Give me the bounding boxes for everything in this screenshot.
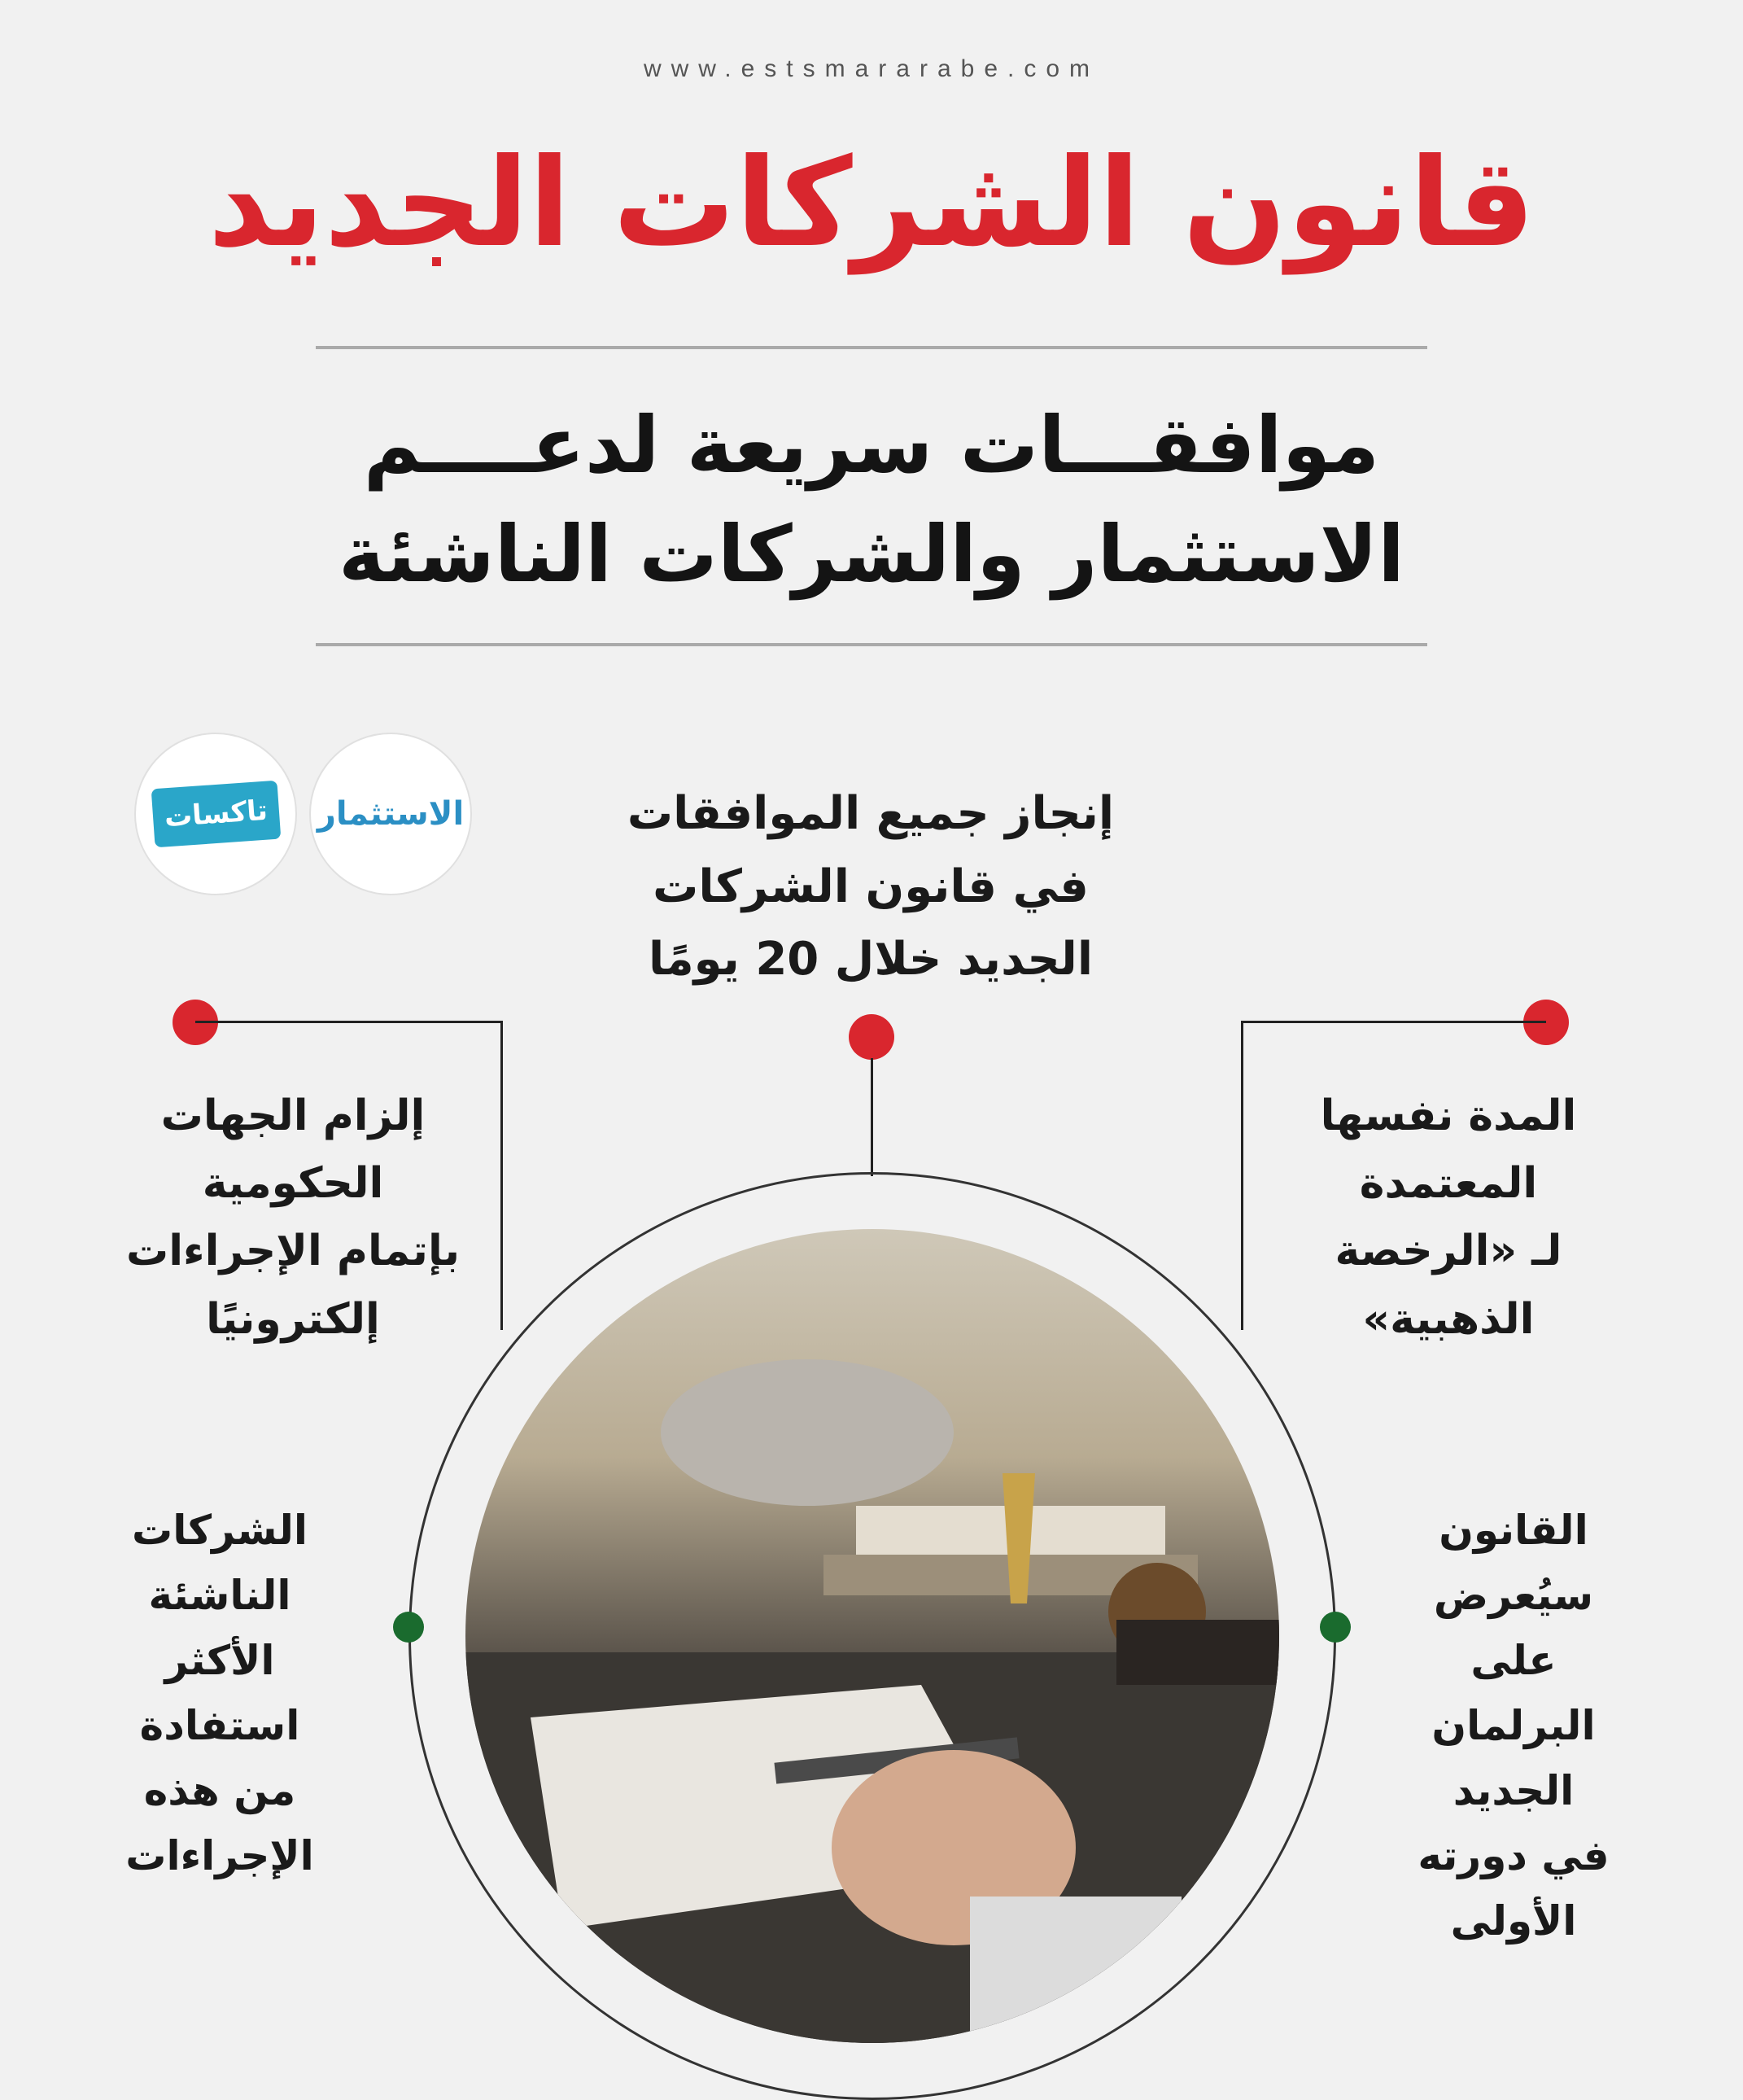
subtitle-line-2: الاستثمار والشركات الناشئة bbox=[338, 509, 1405, 601]
point-center-top bbox=[561, 777, 1180, 996]
right-green-dot bbox=[1320, 1612, 1351, 1643]
lawyer-desk-photo bbox=[465, 1229, 1279, 2043]
website-url: www.estsmararabe.com bbox=[643, 55, 1100, 82]
point-right-bottom-line: القانون bbox=[1439, 1507, 1588, 1554]
right-connector-h bbox=[1241, 1021, 1546, 1023]
photo-illustration bbox=[465, 1229, 1279, 2043]
taxes-logo: تاكسات bbox=[151, 781, 280, 848]
point-left-bottom-line: الأكثر bbox=[164, 1637, 275, 1684]
point-right-top bbox=[1294, 1083, 1603, 1354]
right-connector-v bbox=[1241, 1021, 1243, 1330]
point-left-bottom-line: من هذه bbox=[143, 1767, 296, 1814]
point-left-top-line: إلكترونيًا bbox=[206, 1294, 380, 1344]
center-dot bbox=[849, 1014, 894, 1060]
left-connector-h bbox=[195, 1021, 502, 1023]
point-right-bottom-line: الجديد bbox=[1452, 1767, 1575, 1814]
center-connector bbox=[871, 1058, 873, 1176]
point-right-bottom-line: البرلمان bbox=[1431, 1702, 1596, 1749]
taxes-logo-badge bbox=[134, 733, 297, 895]
point-center-top-line: الجديد خلال 20 يومًا bbox=[648, 933, 1094, 987]
point-right-top-line: المدة نفسها bbox=[1320, 1092, 1577, 1140]
page-title: قانون الشركات الجديد bbox=[208, 133, 1536, 274]
point-left-bottom-line: الإجراءات bbox=[125, 1832, 314, 1879]
point-left-top-line: الحكومية bbox=[202, 1159, 384, 1209]
top-divider bbox=[316, 346, 1427, 349]
point-right-bottom-line: على bbox=[1470, 1637, 1557, 1684]
subtitle bbox=[316, 391, 1427, 610]
point-right-bottom-line: الأولى bbox=[1450, 1897, 1577, 1945]
point-right-top-line: الذهبية» bbox=[1362, 1294, 1535, 1344]
point-center-top-line: إنجاز جميع الموافقات bbox=[627, 787, 1115, 840]
point-left-top-line: إلزام الجهات bbox=[160, 1092, 426, 1140]
left-green-dot bbox=[393, 1612, 424, 1643]
point-left-top-line: بإتمام الإجراءات bbox=[125, 1227, 461, 1276]
investment-logo: الاستثمار bbox=[317, 795, 465, 833]
point-left-bottom-line: الناشئة bbox=[148, 1572, 291, 1619]
point-right-bottom bbox=[1408, 1498, 1619, 1953]
point-left-top bbox=[122, 1083, 464, 1354]
point-right-top-line: لـ «الرخصة bbox=[1335, 1227, 1562, 1276]
point-right-top-line: المعتمدة bbox=[1359, 1159, 1538, 1209]
bottom-divider bbox=[316, 643, 1427, 646]
subtitle-line-1: موافقـــات سريعة لدعــــم bbox=[363, 400, 1380, 491]
point-left-bottom-line: استفادة bbox=[139, 1702, 300, 1749]
investment-logo-badge bbox=[309, 733, 472, 895]
left-connector-v bbox=[500, 1021, 503, 1330]
point-center-top-line: في قانون الشركات bbox=[653, 860, 1089, 913]
point-right-bottom-line: في دورته bbox=[1418, 1832, 1610, 1879]
point-right-bottom-line: سيُعرض bbox=[1433, 1572, 1594, 1619]
point-left-bottom bbox=[114, 1498, 325, 1888]
point-left-bottom-line: الشركات bbox=[132, 1507, 308, 1554]
